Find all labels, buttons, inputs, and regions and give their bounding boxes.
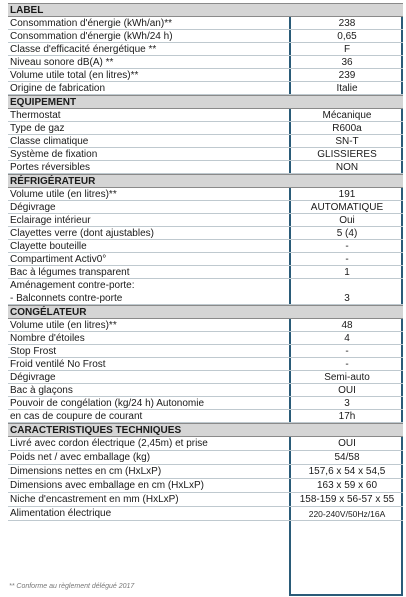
spec-value: 157,6 x 54 x 54,5 bbox=[308, 466, 386, 477]
spec-label: Clayette bouteille bbox=[10, 241, 87, 252]
spec-row bbox=[8, 279, 403, 292]
spec-row bbox=[8, 188, 403, 201]
spec-row bbox=[8, 410, 403, 423]
spec-label: Poids net / avec emballage (kg) bbox=[10, 452, 151, 463]
spec-value: Mécanique bbox=[322, 110, 372, 121]
spec-value: F bbox=[343, 44, 351, 55]
spec-label: Dimensions nettes en cm (HxLxP) bbox=[10, 466, 162, 477]
spec-sections bbox=[8, 3, 403, 521]
spec-row bbox=[8, 109, 403, 122]
section-title: LABEL bbox=[8, 3, 403, 17]
spec-label: Dimensions avec emballage en cm (HxLxP) bbox=[10, 480, 204, 491]
spec-value bbox=[291, 279, 403, 292]
spec-value: OUI bbox=[338, 438, 356, 449]
spec-label: Aménagement contre-porte: bbox=[10, 280, 135, 291]
spec-label: Système de fixation bbox=[10, 149, 98, 160]
spec-value: 0,65 bbox=[337, 31, 357, 42]
spec-row bbox=[8, 201, 403, 214]
section-title: RÉFRIGÉRATEUR bbox=[8, 174, 403, 188]
spec-value: Semi-auto bbox=[324, 372, 370, 383]
spec-label: Alimentation électrique bbox=[10, 508, 112, 519]
spec-row bbox=[8, 43, 403, 56]
spec-label: Bac à glaçons bbox=[10, 385, 73, 396]
spec-value: 238 bbox=[338, 18, 356, 29]
spec-row bbox=[8, 292, 403, 305]
spec-label: Thermostat bbox=[10, 110, 61, 121]
spec-row bbox=[8, 507, 403, 521]
spec-label: Stop Frost bbox=[10, 346, 57, 357]
spec-row bbox=[8, 240, 403, 253]
spec-label: en cas de coupure de courant bbox=[10, 411, 143, 422]
spec-row bbox=[8, 493, 403, 507]
spec-value: 48 bbox=[341, 320, 353, 331]
spec-row bbox=[8, 227, 403, 240]
spec-value: 3 bbox=[344, 293, 350, 304]
spec-label: Volume utile total (en litres)** bbox=[10, 70, 139, 81]
spec-label: - Balconnets contre-porte bbox=[10, 293, 123, 304]
spec-label: Volume utile (en litres)** bbox=[10, 189, 117, 200]
spec-label: Livré avec cordon électrique (2,45m) et prise bbox=[10, 438, 208, 449]
section-title: CARACTERISTIQUES TECHNIQUES bbox=[8, 423, 403, 437]
section-title: EQUIPEMENT bbox=[8, 95, 403, 109]
spec-value: R600a bbox=[332, 123, 362, 134]
spec-value: - bbox=[345, 359, 349, 370]
spec-value: SN-T bbox=[335, 136, 359, 147]
spec-label: Compartiment Activ0° bbox=[10, 254, 107, 265]
spec-row bbox=[8, 135, 403, 148]
spec-row bbox=[8, 266, 403, 279]
spec-value: OUI bbox=[338, 385, 356, 396]
spec-label: Origine de fabrication bbox=[10, 83, 106, 94]
spec-row bbox=[8, 451, 403, 465]
spec-row bbox=[8, 371, 403, 384]
spec-value: 163 x 59 x 60 bbox=[316, 480, 378, 491]
spec-label: Froid ventilé No Frost bbox=[10, 359, 106, 370]
spec-row bbox=[8, 319, 403, 332]
spec-label: Clayettes verre (dont ajustables) bbox=[10, 228, 154, 239]
spec-row bbox=[8, 465, 403, 479]
value-column-bottom-border bbox=[289, 594, 403, 596]
spec-row bbox=[8, 214, 403, 227]
spec-value: GLISSIERES bbox=[317, 149, 377, 160]
spec-label: Niche d'encastrement en mm (HxLxP) bbox=[10, 494, 179, 505]
section-0 bbox=[8, 3, 403, 95]
spec-label: Consommation d'énergie (kWh/24 h) bbox=[10, 31, 173, 42]
section-4 bbox=[8, 423, 403, 521]
spec-row bbox=[8, 56, 403, 69]
spec-row bbox=[8, 17, 403, 30]
spec-label: Classe d'efficacité énergétique ** bbox=[10, 44, 157, 55]
spec-value: 220-240V/50Hz/16A bbox=[308, 509, 386, 519]
spec-sheet bbox=[8, 3, 403, 521]
spec-label: Niveau sonore dB(A) ** bbox=[10, 57, 114, 68]
spec-row bbox=[8, 345, 403, 358]
spec-value: 17h bbox=[338, 411, 356, 422]
spec-value: NON bbox=[335, 162, 359, 173]
spec-label: Classe climatique bbox=[10, 136, 89, 147]
spec-value: 3 bbox=[344, 398, 350, 409]
spec-label: Nombre d'étoiles bbox=[10, 333, 85, 344]
spec-value: - bbox=[345, 241, 349, 252]
spec-row bbox=[8, 122, 403, 135]
footnote: ** Conforme au règlement délégué 2017 bbox=[9, 583, 135, 590]
spec-row bbox=[8, 384, 403, 397]
spec-label: Eclairage intérieur bbox=[10, 215, 91, 226]
spec-label: Consommation d'énergie (kWh/an)** bbox=[10, 18, 172, 29]
spec-value: 191 bbox=[338, 189, 356, 200]
spec-value: 1 bbox=[344, 267, 350, 278]
spec-label: Type de gaz bbox=[10, 123, 65, 134]
spec-row bbox=[8, 358, 403, 371]
spec-value: - bbox=[345, 254, 349, 265]
spec-row bbox=[8, 148, 403, 161]
spec-row bbox=[8, 69, 403, 82]
spec-label: Volume utile (en litres)** bbox=[10, 320, 117, 331]
spec-label: Dégivrage bbox=[10, 372, 56, 383]
spec-row bbox=[8, 161, 403, 174]
spec-value: - bbox=[345, 346, 349, 357]
section-1 bbox=[8, 95, 403, 174]
spec-value: Italie bbox=[336, 83, 358, 94]
spec-row bbox=[8, 397, 403, 410]
section-title: CONGÉLATEUR bbox=[8, 305, 403, 319]
spec-value: 54/58 bbox=[334, 452, 360, 463]
spec-row bbox=[8, 332, 403, 345]
spec-value: AUTOMATIQUE bbox=[310, 202, 384, 213]
spec-value: 4 bbox=[344, 333, 350, 344]
spec-row bbox=[8, 82, 403, 95]
spec-row bbox=[8, 30, 403, 43]
spec-label: Dégivrage bbox=[10, 202, 56, 213]
spec-value: 36 bbox=[341, 57, 353, 68]
spec-row bbox=[8, 437, 403, 451]
spec-label: Portes réversibles bbox=[10, 162, 91, 173]
spec-value: 158-159 x 56-57 x 55 bbox=[299, 494, 395, 505]
section-3 bbox=[8, 305, 403, 423]
spec-value: Oui bbox=[339, 215, 355, 226]
spec-row bbox=[8, 479, 403, 493]
spec-row bbox=[8, 253, 403, 266]
spec-value: 5 (4) bbox=[336, 228, 358, 239]
spec-label: Bac à légumes transparent bbox=[10, 267, 130, 278]
section-2 bbox=[8, 174, 403, 305]
spec-value: 239 bbox=[338, 70, 356, 81]
spec-label: Pouvoir de congélation (kg/24 h) Autonomie bbox=[10, 398, 205, 409]
